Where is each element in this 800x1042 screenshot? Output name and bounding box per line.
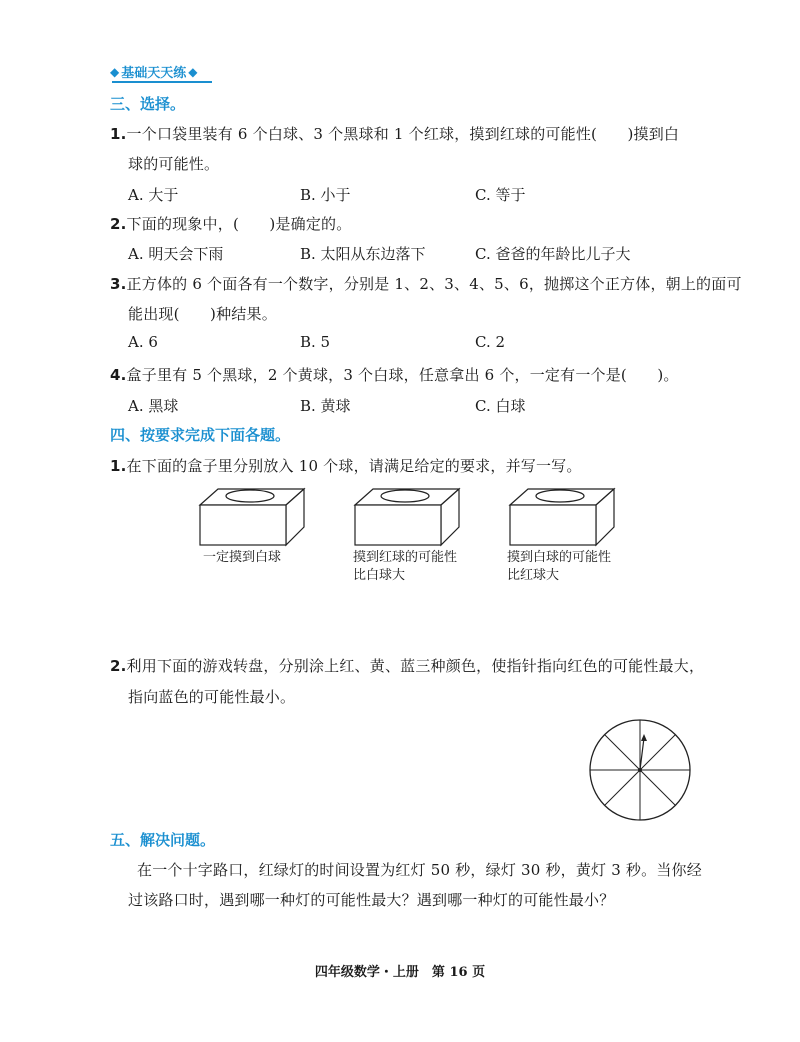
section-5-title: 五、解决问题。: [110, 831, 216, 849]
question-number: 2.: [110, 215, 127, 233]
box-1[interactable]: [200, 489, 304, 545]
problem-line-1: 在一个十字路口，红绿灯的时间设置为红灯 50 秒，绿灯 30 秒，黄灯 3 秒。当你经: [137, 861, 702, 879]
question-text: 盒子里有 5 个黑球，2 个黄球，3 个白球，任意拿出 6 个，一定有一个是( )。: [126, 366, 679, 384]
option-c: C. 等于: [475, 186, 526, 204]
option-a: A. 黑球: [128, 397, 179, 415]
question-text: 利用下面的游戏转盘，分别涂上红、黄、蓝三种颜色，使指针指向红色的可能性最大，: [126, 657, 705, 675]
question-text: 下面的现象中，( )是确定的。: [126, 215, 352, 233]
box-3-caption: [507, 549, 611, 585]
question-text: 在下面的盒子里分别放入 10 个球，请满足给定的要求，并写一写。: [126, 457, 582, 475]
question-text: 一个口袋里装有 6 个白球、3 个黑球和 1 个红球，摸到红球的可能性( )摸到白: [126, 125, 680, 143]
problem-line-2: 过该路口时，遇到哪一种灯的可能性最大？遇到哪一种灯的可能性最小？: [128, 891, 615, 909]
question-1: [110, 123, 679, 144]
option-a: A. 大于: [128, 186, 179, 204]
boxes-figure: [190, 483, 630, 549]
question-3-line-2: 能出现( )种结果。: [128, 305, 277, 323]
section-4-question-2: [110, 655, 704, 676]
caption-line: 摸到红球的可能性: [353, 550, 458, 565]
badge-underline: [112, 81, 212, 83]
section-4-title: 四、按要求完成下面各题。: [110, 426, 291, 444]
option-c: C. 白球: [475, 397, 526, 415]
caption-line: 比白球大: [353, 568, 406, 583]
option-b: B. 太阳从东边落下: [300, 245, 426, 263]
option-c: C. 2: [475, 333, 506, 351]
caption-line: 一定摸到白球: [203, 550, 282, 565]
question-2: [110, 213, 351, 234]
box-2-caption: [353, 549, 457, 585]
section-badge: [110, 62, 197, 81]
option-a: A. 明天会下雨: [128, 245, 224, 263]
question-number: 1.: [110, 457, 127, 475]
question-number: 3.: [110, 275, 127, 293]
caption-line: 比红球大: [507, 568, 560, 583]
section-3-title: 三、选择。: [110, 95, 186, 113]
question-number: 2.: [110, 657, 127, 675]
question-4: [110, 364, 679, 385]
spinner-wheel[interactable]: [586, 716, 694, 824]
question-number: 4.: [110, 366, 127, 384]
diamond-icon: ◆: [110, 64, 120, 79]
option-b: B. 小于: [300, 186, 351, 204]
box-2[interactable]: [355, 489, 459, 545]
option-a: A. 6: [128, 333, 158, 351]
option-b: B. 黄球: [300, 397, 351, 415]
box-3[interactable]: [510, 489, 614, 545]
badge-label: 基础天天练: [121, 66, 187, 81]
box-1-caption: [203, 549, 281, 567]
question-1-line-2: 球的可能性。: [128, 155, 220, 173]
question-text: 正方体的 6 个面各有一个数字，分别是 1、2、3、4、5、6，抛掷这个正方体，朝上的面可: [126, 275, 742, 293]
question-number: 1.: [110, 125, 127, 143]
option-c: C. 爸爸的年龄比儿子大: [475, 245, 631, 263]
page-footer: 四年级数学・上册 第 16 页: [314, 965, 486, 980]
question-3: [110, 273, 742, 294]
question-line-2: 指向蓝色的可能性最小。: [128, 688, 296, 706]
option-b: B. 5: [300, 333, 331, 351]
section-4-question-1: [110, 455, 582, 476]
caption-line: 摸到白球的可能性: [507, 550, 612, 565]
diamond-icon: ◆: [188, 64, 198, 79]
